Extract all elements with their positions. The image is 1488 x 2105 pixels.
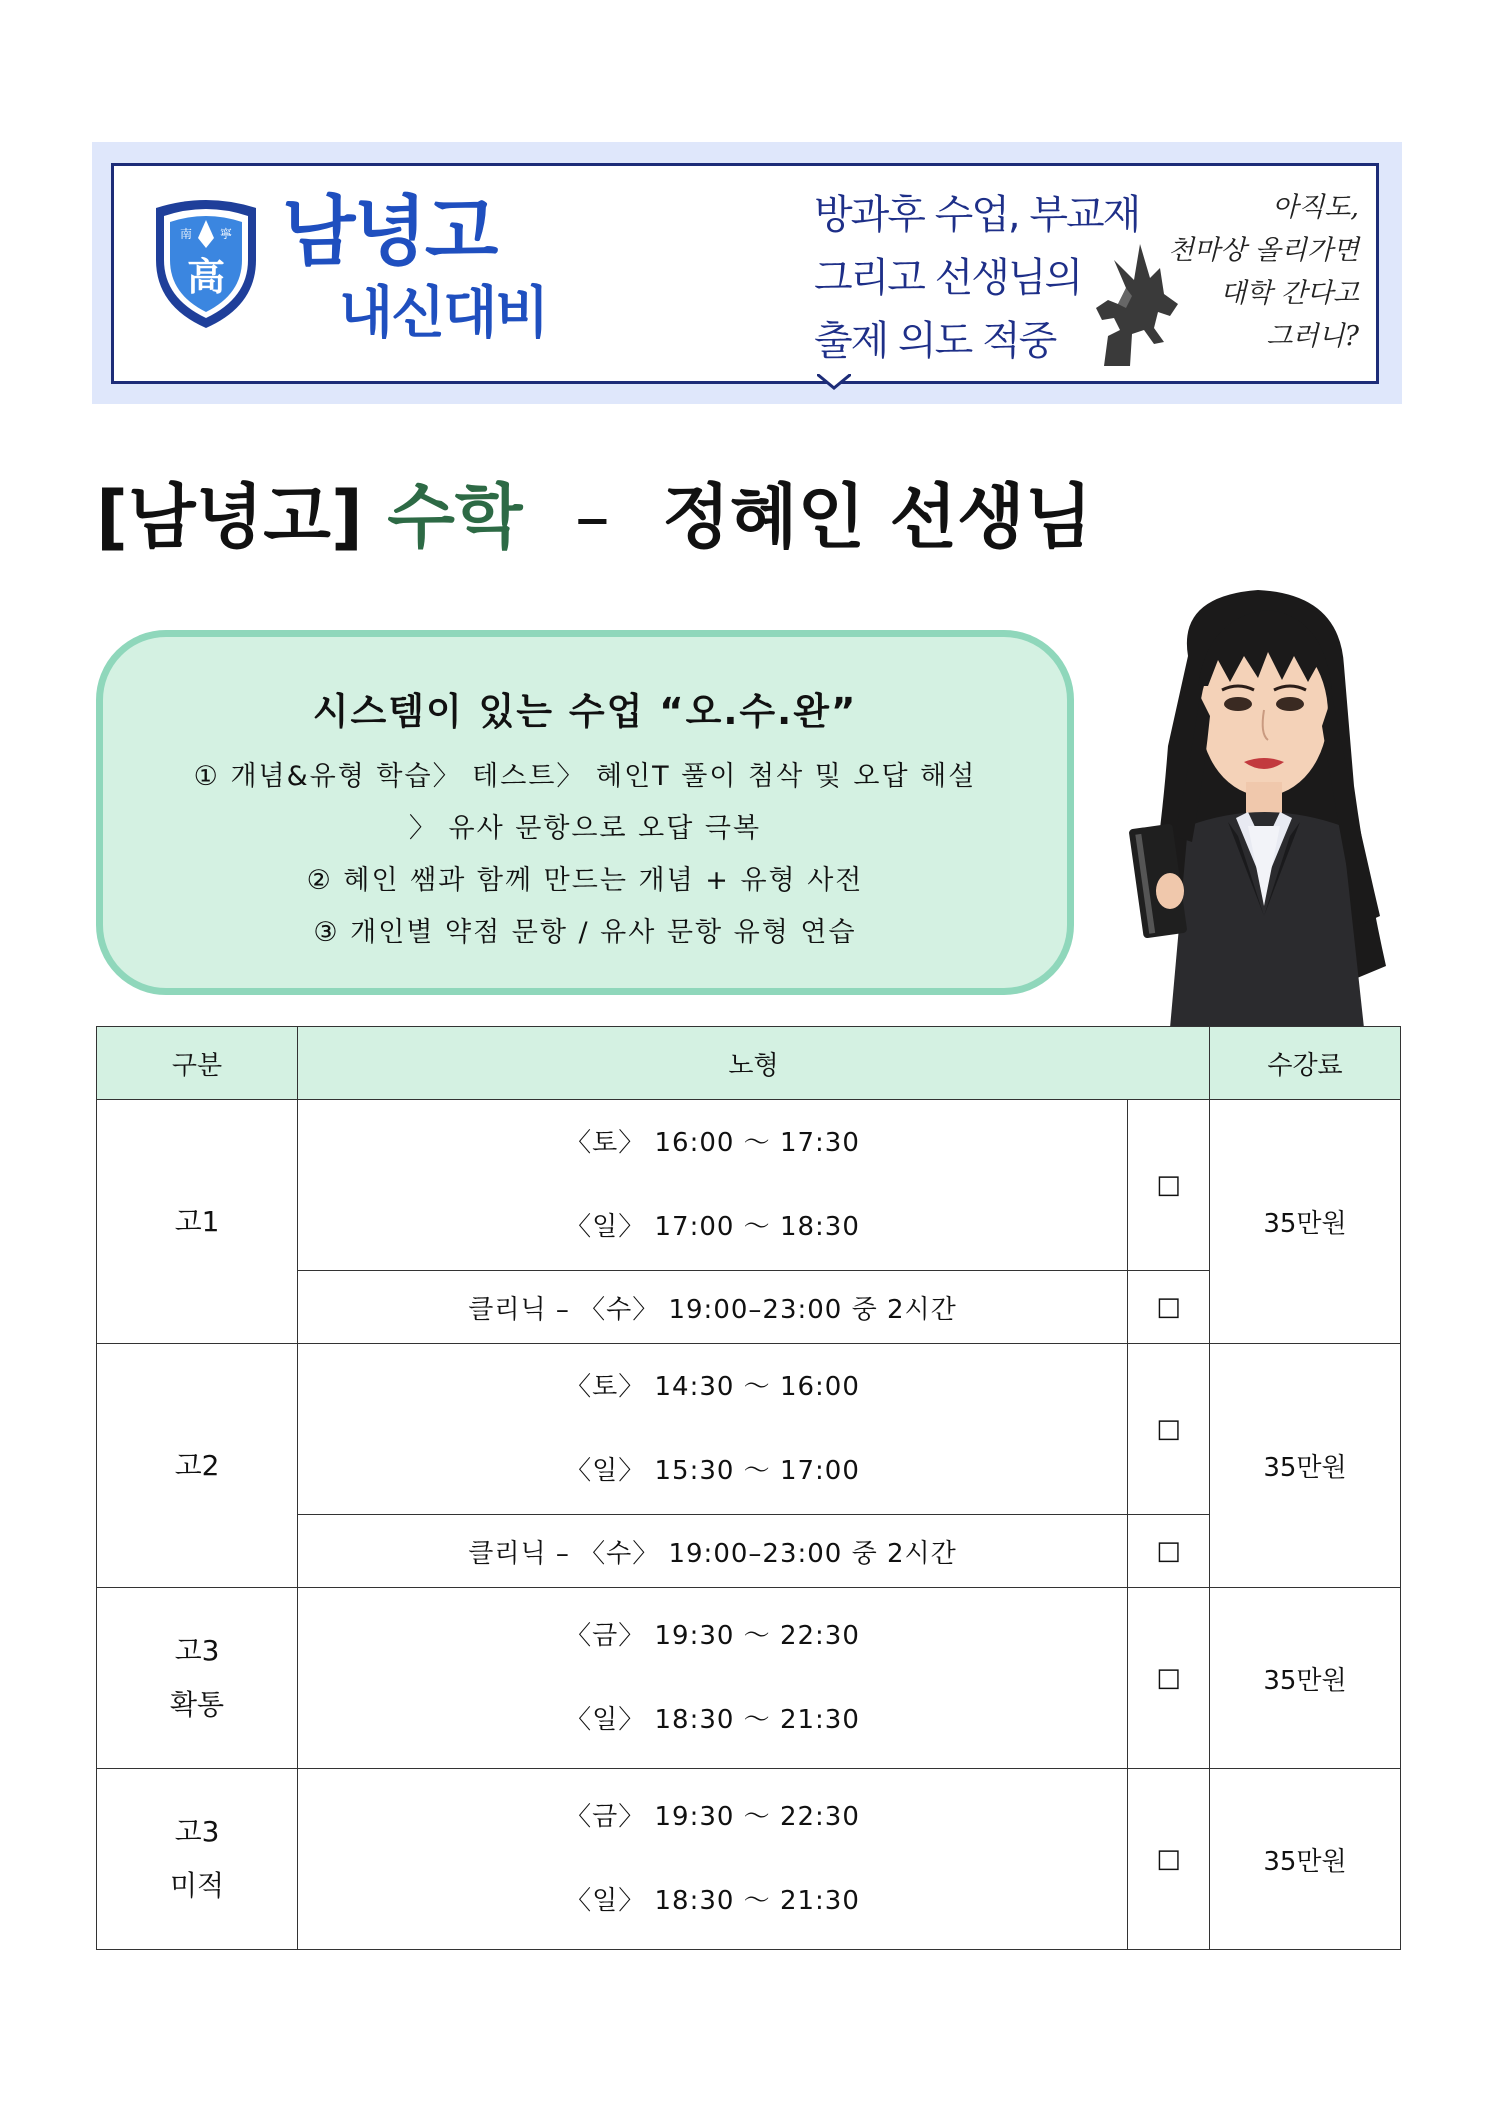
table-row xyxy=(97,1100,1401,1271)
time-slot: 〈일〉 18:30 ～ 21:30 xyxy=(565,1886,860,1916)
table-row xyxy=(97,1769,1401,1950)
checkbox[interactable]: □ xyxy=(1128,1271,1210,1344)
slogan-line: 아직도, xyxy=(1272,192,1359,223)
svg-text:南: 南 xyxy=(180,227,193,241)
grade-line: 확통 xyxy=(169,1688,225,1721)
system-box xyxy=(96,630,1074,995)
checkbox[interactable]: □ xyxy=(1128,1769,1210,1950)
system-lines xyxy=(103,751,1067,959)
system-line: 〉 유사 문항으로 오답 극복 xyxy=(408,813,762,844)
grade-cell xyxy=(97,1769,298,1950)
time-cell xyxy=(298,1588,1128,1769)
brand-subtitle: 내신대비 xyxy=(339,281,548,346)
system-title: 시스템이 있는 수업 “오.수.완” xyxy=(312,690,858,733)
time-slot: 〈금〉 19:30 ～ 22:30 xyxy=(565,1802,860,1832)
banner-notch xyxy=(817,374,851,392)
title-teacher: 정혜인 선생님 xyxy=(662,476,1093,558)
slogan-line: 대학 간다고 xyxy=(1220,278,1359,309)
fee-cell: 35만원 xyxy=(1210,1344,1401,1588)
table-row xyxy=(97,1344,1401,1515)
header-category: 구분 xyxy=(97,1027,298,1100)
grade-cell xyxy=(97,1588,298,1769)
slogan-line: 그러니? xyxy=(1266,321,1359,352)
title-dash: – xyxy=(574,476,610,558)
system-line: ② 혜인 쌤과 함께 만드는 개념 + 유형 사전 xyxy=(306,865,864,896)
time-cell xyxy=(298,1344,1128,1515)
promo-line: 방과후 수업, 부교재 xyxy=(814,192,1140,238)
checkbox[interactable]: □ xyxy=(1128,1515,1210,1588)
time-slot: 〈일〉 15:30 ～ 17:00 xyxy=(565,1456,860,1486)
time-slot: 〈일〉 17:00 ～ 18:30 xyxy=(565,1212,860,1242)
title-subject: 수학 xyxy=(387,476,523,558)
slogan-text xyxy=(1129,186,1359,358)
svg-text:寧: 寧 xyxy=(220,227,233,241)
system-line: ③ 개인별 약점 문항 / 유사 문항 유형 연습 xyxy=(313,917,857,948)
page-title xyxy=(96,472,1092,562)
table-row xyxy=(97,1588,1401,1769)
checkbox[interactable]: □ xyxy=(1128,1100,1210,1271)
clinic-cell: 클리닉 – 〈수〉 19:00–23:00 중 2시간 xyxy=(298,1515,1128,1588)
header-fee: 수강료 xyxy=(1210,1027,1401,1100)
time-cell xyxy=(298,1769,1128,1950)
time-cell xyxy=(298,1100,1128,1271)
grade-line: 고3 xyxy=(174,1815,220,1848)
promo-line: 그리고 선생님의 xyxy=(814,255,1082,301)
slogan-line: 천마상 올리가면 xyxy=(1167,235,1359,266)
checkbox[interactable]: □ xyxy=(1128,1588,1210,1769)
system-line: ① 개념&유형 학습〉 테스트〉 혜인T 풀이 첨삭 및 오답 해설 xyxy=(193,761,977,792)
fee-cell: 35만원 xyxy=(1210,1100,1401,1344)
fee-cell: 35만원 xyxy=(1210,1588,1401,1769)
svg-text:高: 高 xyxy=(186,254,226,299)
header-banner xyxy=(92,142,1402,404)
grade-line: 고3 xyxy=(174,1634,220,1667)
checkbox[interactable]: □ xyxy=(1128,1344,1210,1515)
time-slot: 〈토〉 14:30 ～ 16:00 xyxy=(565,1372,860,1402)
table-header-row xyxy=(97,1027,1401,1100)
banner-frame xyxy=(111,163,1379,384)
header-schedule: 노형 xyxy=(298,1027,1210,1100)
promo-line: 출제 의도 적중 xyxy=(814,318,1056,364)
school-emblem-icon xyxy=(150,198,262,332)
time-slot: 〈금〉 19:30 ～ 22:30 xyxy=(565,1621,860,1651)
time-slot: 〈일〉 18:30 ～ 21:30 xyxy=(565,1705,860,1735)
schedule-table xyxy=(96,1026,1401,1950)
time-slot: 〈토〉 16:00 ～ 17:30 xyxy=(565,1128,860,1158)
fee-cell: 35만원 xyxy=(1210,1769,1401,1950)
title-school: [남녕고] xyxy=(96,476,363,558)
teacher-caricature xyxy=(1118,586,1400,1028)
brand-name: 남녕고 xyxy=(282,187,497,276)
clinic-cell: 클리닉 – 〈수〉 19:00–23:00 중 2시간 xyxy=(298,1271,1128,1344)
grade-cell: 고1 xyxy=(97,1100,298,1344)
grade-cell: 고2 xyxy=(97,1344,298,1588)
grade-line: 미적 xyxy=(169,1869,225,1902)
